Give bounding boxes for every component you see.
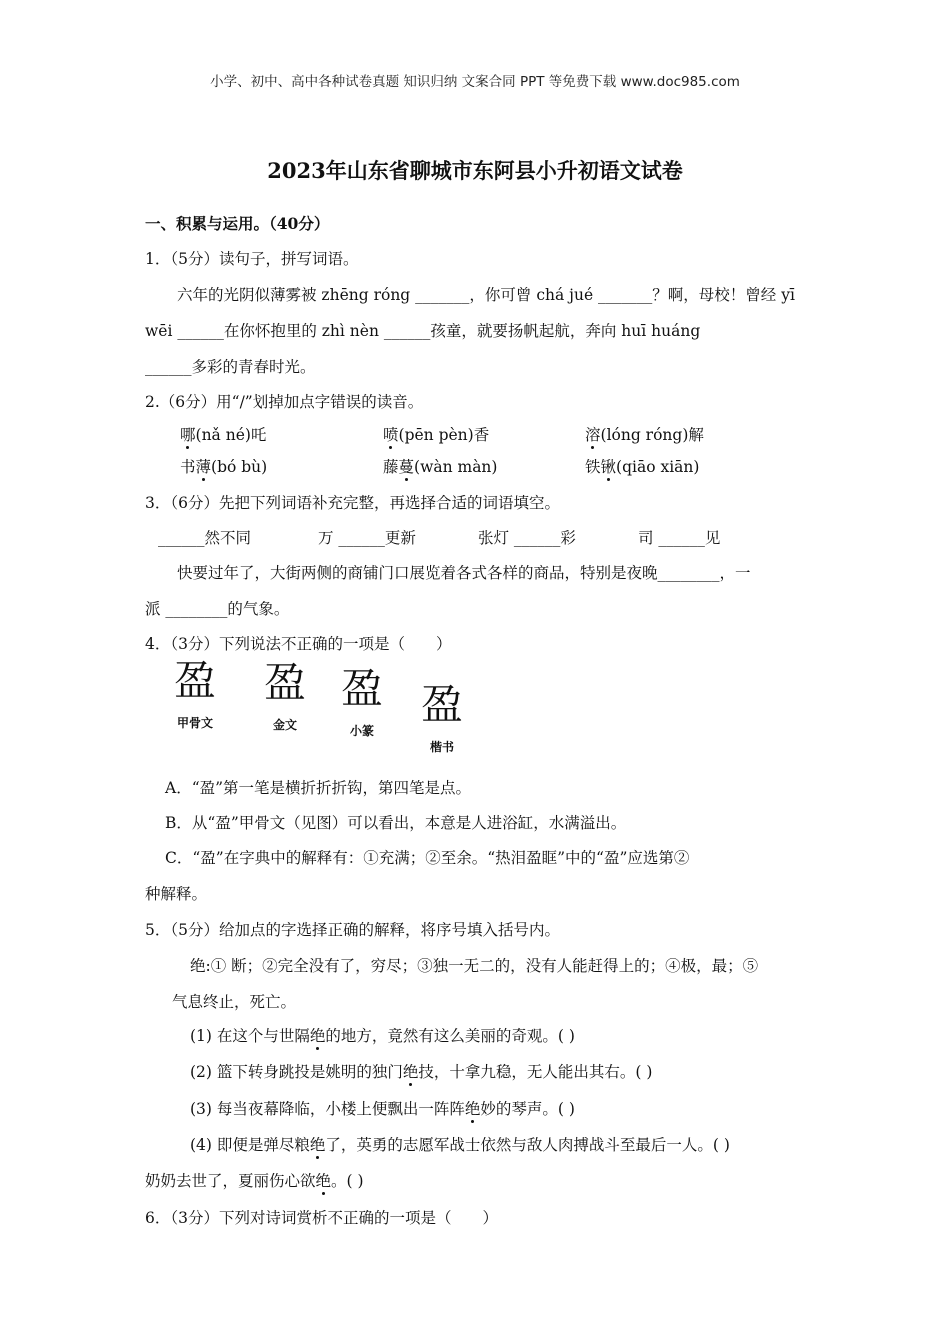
idiom-blank: 张灯 ______彩 bbox=[478, 529, 576, 547]
definition-line-1: 绝:① 断；②完全没有了，穷尽；③独一无二的，没有人能赶得上的；④极，最；⑤ bbox=[190, 957, 759, 975]
sentence-4: (4) 即便是弹尽粮绝了，英勇的志愿军战士依然与敌人肉搏战斗至最后一人。( ) bbox=[190, 1136, 730, 1154]
pinyin-item: 铁锹(qiāo xiān) bbox=[585, 458, 700, 476]
pinyin-item: 书薄(bó bù) bbox=[180, 458, 268, 476]
option-c: C．“盈”在字典中的解释有：①充满；②至余。“热泪盈眶”中的“盈”应选第② bbox=[165, 849, 690, 867]
sentence-3: (3) 每当夜幕降临，小楼上便飘出一阵阵绝妙的琴声。( ) bbox=[190, 1100, 575, 1118]
pinyin-item: 藤蔓(wàn màn) bbox=[383, 458, 498, 476]
option-a: A．“盈”第一笔是横折折折钩，第四笔是点。 bbox=[165, 779, 472, 797]
question-6-stem: 6．（3分）下列对诗词赏析不正确的一项是（ ） bbox=[145, 1209, 498, 1227]
dotted-char: 喷 bbox=[383, 426, 399, 444]
question-3-stem: 3．（6分）先把下列词语补充完整，再选择合适的词语填空。 bbox=[145, 494, 560, 512]
question-3-line-1: 快要过年了，大街两侧的商铺门口展览着各式各样的商品，特别是夜晚________，一 bbox=[177, 564, 751, 582]
small-seal-glyph: 盈 小篆 bbox=[340, 664, 383, 738]
dotted-char: 绝 bbox=[309, 1136, 326, 1154]
dotted-char: 溶 bbox=[585, 426, 601, 444]
question-5-stem: 5．（5分）给加点的字选择正确的解释，将序号填入括号内。 bbox=[145, 921, 560, 939]
pinyin-item: 溶(lóng róng)解 bbox=[585, 426, 704, 444]
regular-script-glyph: 盈 楷书 bbox=[420, 680, 463, 754]
section-heading: 一、积累与运用。（40分） bbox=[145, 214, 330, 233]
dotted-char: 蔓 bbox=[398, 458, 415, 476]
pinyin-item: 喷(pēn pèn)香 bbox=[383, 426, 490, 444]
exam-title: 2023年山东省聊城市东阿县小升初语文试卷 bbox=[267, 158, 683, 183]
question-1-line-3: ______多彩的青春时光。 bbox=[145, 358, 316, 376]
idiom-blank: ______然不同 bbox=[158, 529, 252, 547]
idiom-blank: 司 ______见 bbox=[638, 529, 721, 547]
dotted-char: 薄 bbox=[195, 458, 212, 476]
dotted-char: 绝 bbox=[402, 1063, 419, 1081]
page-header: 小学、初中、高中各种试卷真题 知识归纳 文案合同 PPT 等免费下载 www.doc985.com bbox=[210, 74, 740, 90]
option-c-continued: 种解释。 bbox=[145, 885, 208, 903]
sentence-2: (2) 篮下转身跳投是姚明的独门绝技，十拿九稳，无人能出其右。( ) bbox=[190, 1063, 653, 1081]
idiom-blank: 万 ______更新 bbox=[318, 529, 416, 547]
sentence-1: (1) 在这个与世隔绝的地方，竟然有这么美丽的奇观。( ) bbox=[190, 1027, 575, 1045]
pinyin-item: 哪(nǎ né)吒 bbox=[180, 426, 267, 444]
question-4-stem: 4．（3分）下列说法不正确的一项是（ ） bbox=[145, 635, 452, 653]
oracle-script-glyph: 盈 甲骨文 bbox=[173, 656, 216, 730]
question-3-line-2: 派 ________的气象。 bbox=[145, 600, 290, 618]
definition-line-2: 气息终止，死亡。 bbox=[172, 993, 297, 1011]
question-1-stem: 1．（5分）读句子，拼写词语。 bbox=[145, 250, 359, 268]
question-1-line-1: 六年的光阴似薄雾被 zhēng róng _______，你可曾 chá jué _______？啊，母校！曾经 yī bbox=[177, 286, 795, 304]
dotted-char: 绝 bbox=[309, 1027, 326, 1045]
dotted-char: 绝 bbox=[315, 1172, 332, 1190]
bronze-script-glyph: 盈 金文 bbox=[263, 658, 306, 732]
option-b: B．从“盈”甲骨文（见图）可以看出，本意是人进浴缸，水满溢出。 bbox=[165, 814, 627, 832]
dotted-char: 哪 bbox=[180, 426, 196, 444]
question-2-stem: 2.（6分）用“/”划掉加点字错误的读音。 bbox=[145, 393, 424, 411]
dotted-char: 锹 bbox=[600, 458, 617, 476]
dotted-char: 绝 bbox=[464, 1100, 481, 1118]
sentence-5: 奶奶去世了，夏丽伤心欲绝。( ) bbox=[145, 1172, 364, 1190]
question-1-line-2: wēi ______在你怀抱里的 zhì nèn ______孩童，就要扬帆起航，奔向 huī huáng bbox=[145, 322, 701, 340]
